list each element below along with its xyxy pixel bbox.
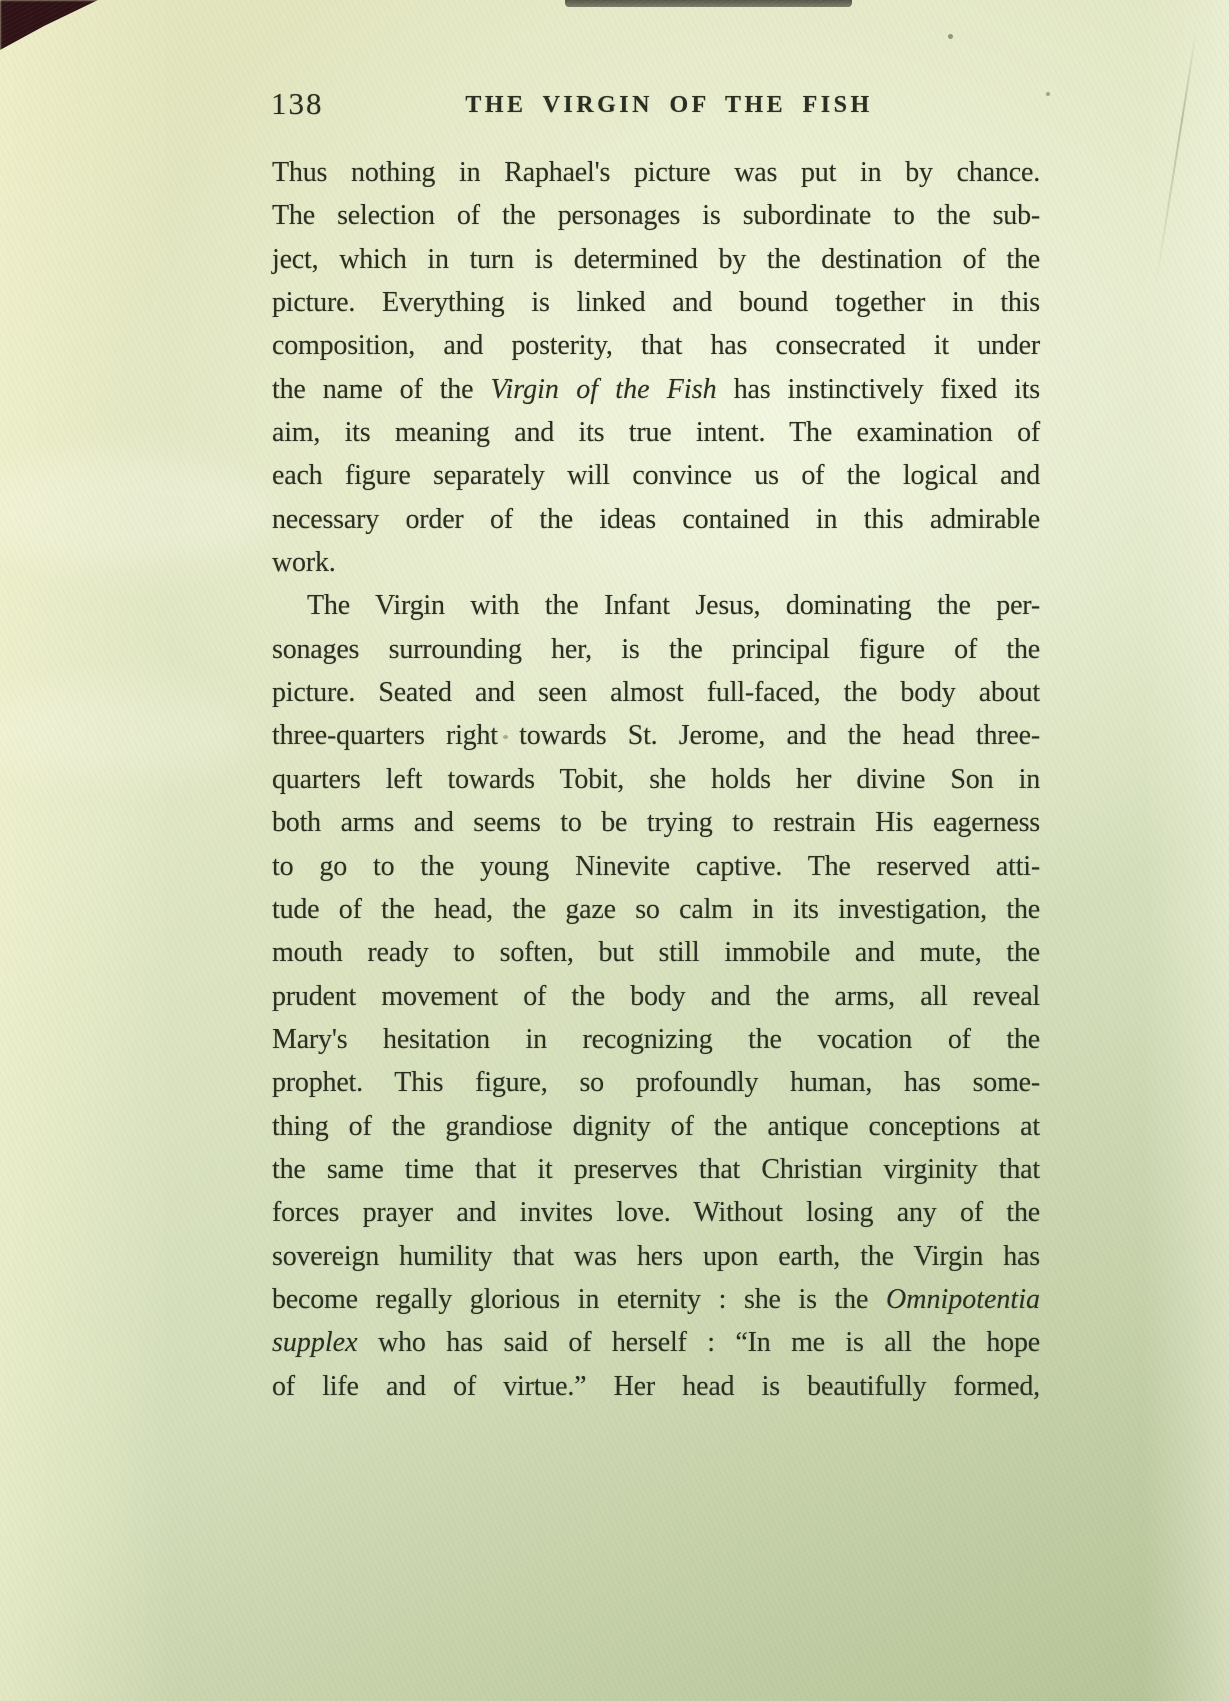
text-line: each figure separately will convince us of the logical and xyxy=(272,460,1040,492)
text-line: sonages surrounding her, is the principal figure of the xyxy=(272,633,1040,665)
body-text xyxy=(272,151,1040,1408)
text-line: Mary's hesitation in recognizing the vocation of the xyxy=(272,1023,1040,1055)
text-line: supplex who has said of herself : “In me is all the hope xyxy=(272,1327,1040,1359)
text-line: necessary order of the ideas contained in this admirable xyxy=(272,503,1040,535)
text-line: tude of the head, the gaze so calm in its investigation, the xyxy=(272,893,1040,925)
text-line: The Virgin with the Infant Jesus, dominating the per- xyxy=(307,590,1040,622)
text-line: prudent movement of the body and the arms, all reveal xyxy=(272,980,1040,1012)
text-line: ject, which in turn is determined by the destination of the xyxy=(272,243,1040,275)
text-line: thing of the grandiose dignity of the antique conceptions at xyxy=(272,1110,1040,1142)
page-number: 138 xyxy=(271,86,324,121)
running-title: THE VIRGIN OF THE FISH xyxy=(465,92,873,118)
text-line: quarters left towards Tobit, she holds her divine Son in xyxy=(272,763,1040,795)
text-line: forces prayer and invites love. Without losing any of the xyxy=(272,1197,1040,1229)
text-line: three-quarters right towards St. Jerome, and the head three- xyxy=(272,720,1040,752)
text-line: The selection of the personages is subordinate to the sub- xyxy=(272,200,1040,232)
scan-blur-haze xyxy=(0,455,280,570)
text-line: picture. Seated and seen almost full-faced, the body about xyxy=(272,677,1040,709)
scan-blur-haze xyxy=(0,685,250,780)
text-line: Thus nothing in Raphael's picture was put in by chance. xyxy=(272,157,1040,188)
text-line: work. xyxy=(272,547,336,579)
text-line: aim, its meaning and its true intent. The examination of xyxy=(272,417,1040,449)
text-line: mouth ready to soften, but still immobile and mute, the xyxy=(272,937,1040,969)
text-line: the same time that it preserves that Christian virginity that xyxy=(272,1153,1040,1185)
text-line: of life and of virtue.” Her head is beautifully formed, xyxy=(272,1370,1040,1402)
text-line: become regally glorious in eternity : she is the Omnipotentia xyxy=(272,1283,1040,1315)
text-line: sovereign humility that was hers upon earth, the Virgin has xyxy=(272,1240,1040,1272)
dust-speck xyxy=(948,34,953,39)
dust-speck xyxy=(1046,92,1050,96)
text-line: both arms and seems to be trying to restrain His eagerness xyxy=(272,807,1040,839)
text-line: the name of the Virgin of the Fish has instinctively fixed its xyxy=(272,373,1040,405)
text-line: picture. Everything is linked and bound together in this xyxy=(272,287,1040,319)
book-page-edges xyxy=(0,0,110,1701)
text-line: composition, and posterity, that has consecrated it under xyxy=(272,330,1040,362)
text-line: to go to the young Ninevite captive. The reserved atti- xyxy=(272,850,1040,882)
text-line: prophet. This figure, so profoundly human, has some- xyxy=(272,1067,1040,1099)
book-cover-top-edge xyxy=(565,0,852,7)
page-crease xyxy=(1155,29,1198,286)
